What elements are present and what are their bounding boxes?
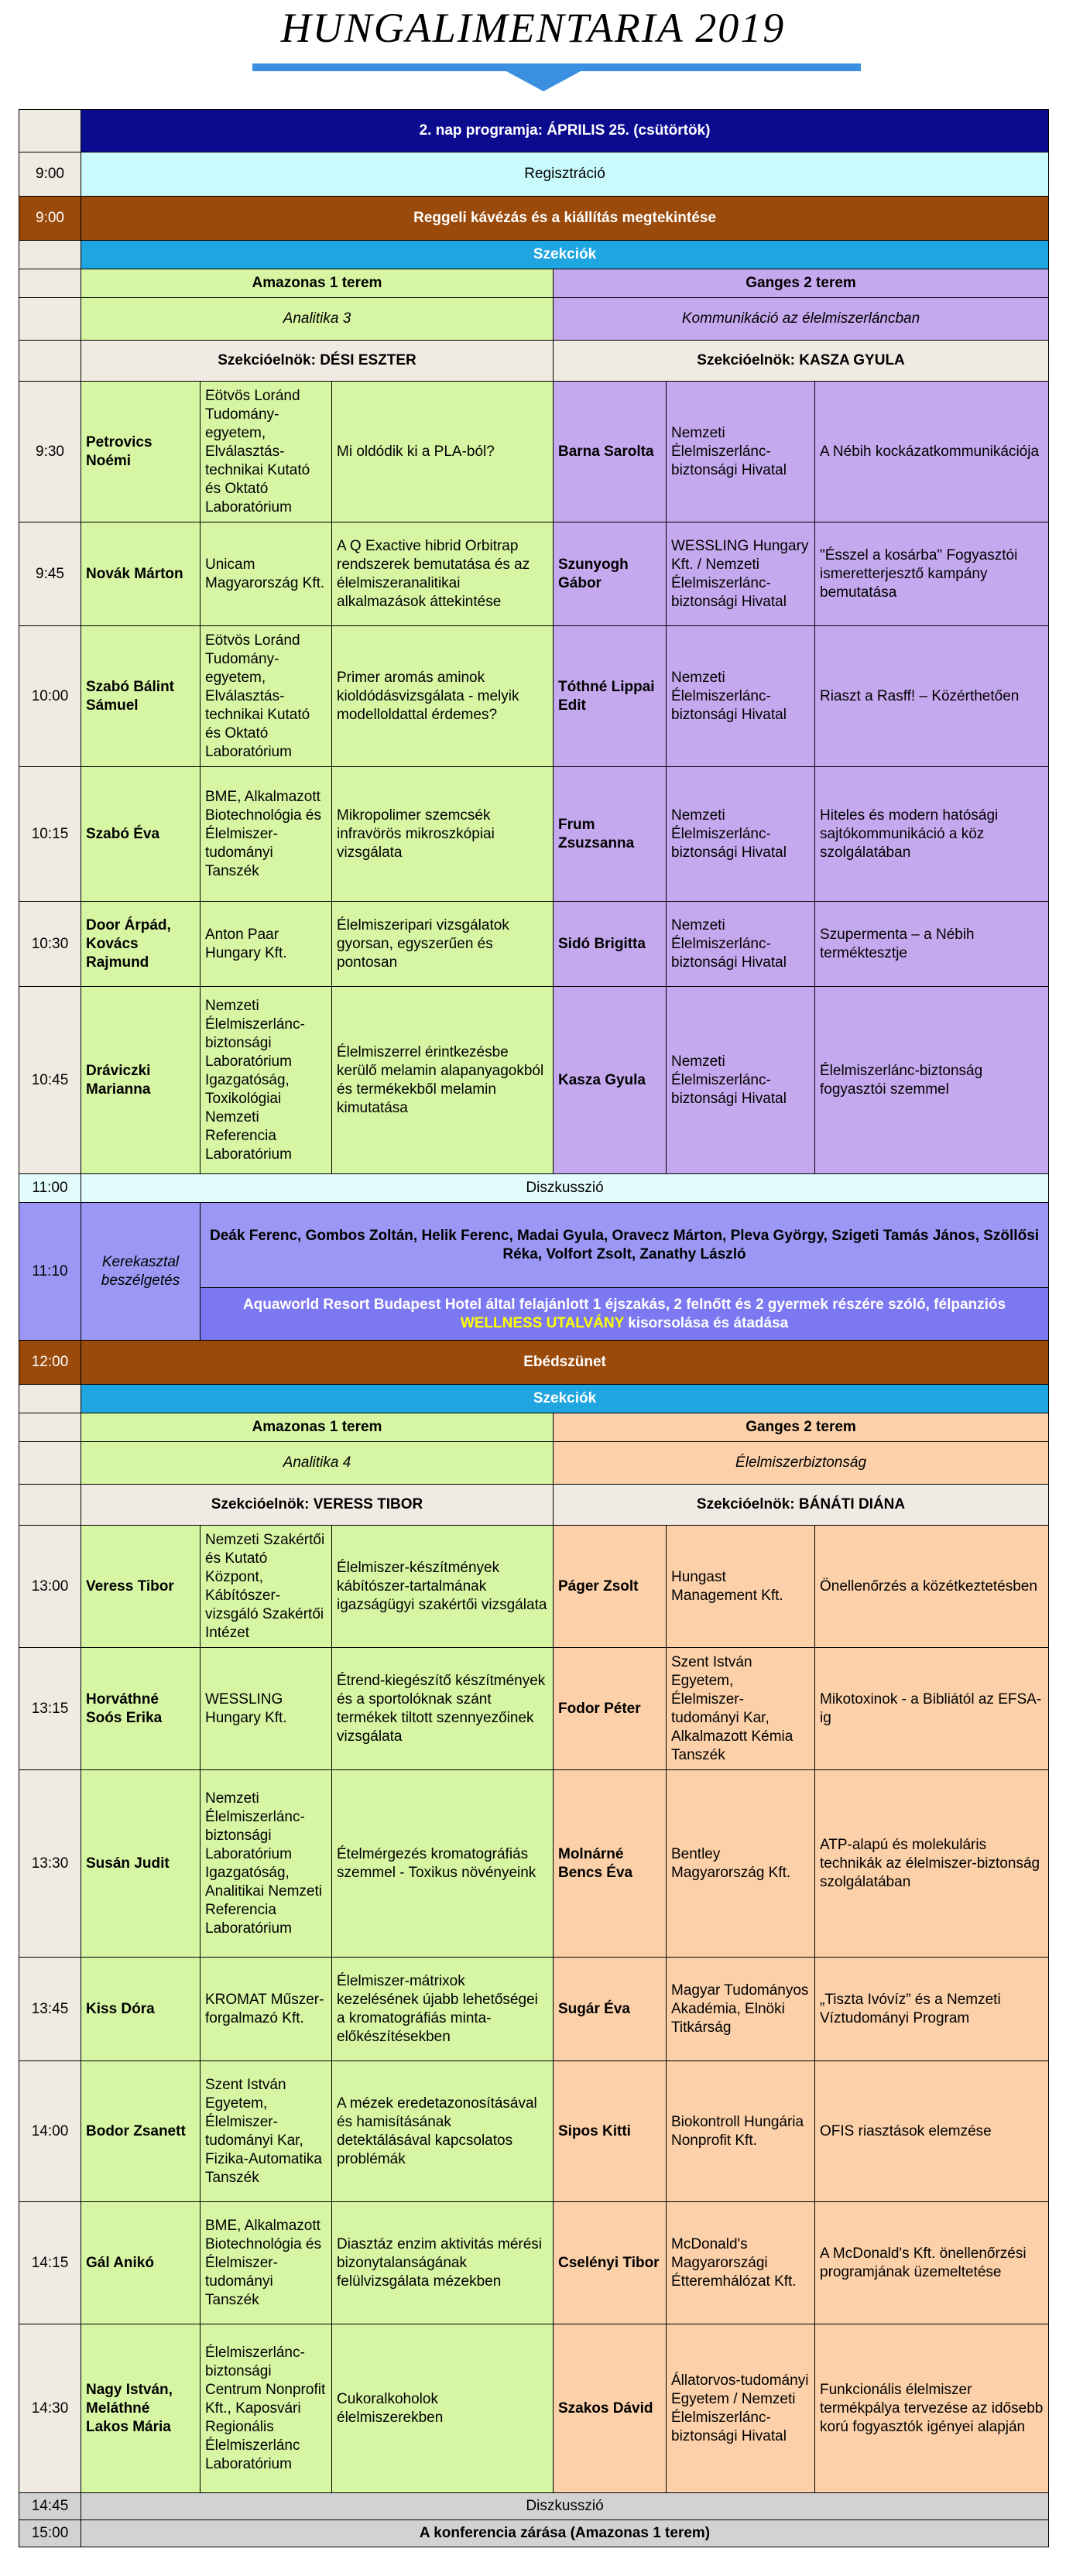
hall-row (19, 1413, 1049, 1442)
day-caption: 2. nap programja: ÁPRILIS 25. (csütörtök) (81, 110, 1049, 152)
talk-title-left: A Q Exactive hibrid Orbitrap rendszerek bemutatása és az élelmiszeranalitikai alkalmazások áttekintése (332, 522, 554, 626)
institution-right: Nemzeti Élelmiszerlánc-biztonsági Hivatal (667, 902, 815, 987)
speaker-right: Szunyogh Gábor (554, 522, 667, 626)
talk-row (19, 382, 1049, 522)
talk-title-left: Élelmiszeripari vizsgálatok gyorsan, egyszerűen és pontosan (332, 902, 554, 987)
lunch-row (19, 1341, 1049, 1385)
time-cell: 10:45 (19, 987, 81, 1174)
speaker-right: Sipos Kitti (554, 2061, 667, 2202)
institution-left: Élelmiszerlánc-biztonsági Centrum Nonprofit Kft., Kaposvári Regionális Élelmiszerlánc Laboratórium (201, 2324, 332, 2493)
registration-label: Regisztráció (81, 152, 1049, 197)
institution-right: WESSLING Hungary Kft. / Nemzeti Élelmiszerlánc-biztonsági Hivatal (667, 522, 815, 626)
lunch-label: Ebédszünet (81, 1341, 1049, 1385)
time-cell: 9:00 (19, 197, 81, 241)
speaker-right: Sidó Brigitta (554, 902, 667, 987)
closing-label: A konferencia zárása (Amazonas 1 terem) (81, 2520, 1049, 2547)
track-row (19, 298, 1049, 341)
time-cell: 10:00 (19, 626, 81, 767)
roundtable-names: Deák Ferenc, Gombos Zoltán, Helik Ferenc, Madai Gyula, Oravecz Márton, Pleva György, Szigeti Tamás János, Szöllősi Réka, Volfort Zsolt, Zanathy László (201, 1203, 1049, 1288)
track-right: Élelmiszerbiztonság (554, 1442, 1049, 1485)
talk-title-left: Diasztáz enzim aktivitás mérési bizonytalanságának felülvizsgálata mézekben (332, 2202, 554, 2324)
coffee-label: Reggeli kávézás és a kiállítás megtekintése (81, 197, 1049, 241)
time-cell: 13:15 (19, 1648, 81, 1770)
talk-row (19, 987, 1049, 1174)
time-cell (19, 269, 81, 298)
track-row (19, 1442, 1049, 1485)
talk-row (19, 2324, 1049, 2493)
institution-left: Unicam Magyarország Kft. (201, 522, 332, 626)
time-cell: 9:30 (19, 382, 81, 522)
talk-row (19, 2202, 1049, 2324)
talk-title-right: „Tiszta Ivóvíz” és a Nemzeti Víztudományi Program (815, 1958, 1049, 2061)
time-cell (19, 241, 81, 269)
institution-right: Állatorvos-tudományi Egyetem / Nemzeti Élelmiszerlánc-biztonsági Hivatal (667, 2324, 815, 2493)
talk-title-right: "Ésszel a kosárba" Fogyasztói ismeretterjesztő kampány bemutatása (815, 522, 1049, 626)
talk-title-right: Önellenőrzés a közétkeztetésben (815, 1526, 1049, 1648)
hall-row (19, 269, 1049, 298)
sections-label: Szekciók (81, 241, 1049, 269)
institution-left: Anton Paar Hungary Kft. (201, 902, 332, 987)
discussion-row-2 (19, 2493, 1049, 2520)
institution-right: Hungast Management Kft. (667, 1526, 815, 1648)
institution-left: Nemzeti Élelmiszerlánc-biztonsági Laboratórium Igazgatóság, Analitikai Nemzeti Referencia Laboratórium (201, 1770, 332, 1958)
speaker-left: Novák Márton (81, 522, 201, 626)
speaker-left: Petrovics Noémi (81, 382, 201, 522)
institution-left: BME, Alkalmazott Biotechnológia és Élelmiszer-tudományi Tanszék (201, 767, 332, 902)
institution-left: Nemzeti Élelmiszerlánc-biztonsági Laboratórium Igazgatóság, Toxikológiai Nemzeti Referencia Laboratórium (201, 987, 332, 1174)
speaker-left: Nagy István, Meláthné Lakos Mária (81, 2324, 201, 2493)
institution-right: Biokontroll Hungária Nonprofit Kft. (667, 2061, 815, 2202)
talk-title-left: Élelmiszerrel érintkezésbe kerülő melamin alapanyagokból és termékekből melamin kimutatása (332, 987, 554, 1174)
chair-right: Szekcióelnök: BÁNÁTI DIÁNA (554, 1485, 1049, 1526)
talk-row (19, 522, 1049, 626)
track-left: Analitika 3 (81, 298, 554, 341)
chair-row (19, 341, 1049, 382)
talk-title-right: OFIS riasztások elemzése (815, 2061, 1049, 2202)
coffee-row (19, 197, 1049, 241)
time-cell (19, 1442, 81, 1485)
talk-title-left: Étrend-kiegészítő készítmények és a sportolóknak szánt termékek tiltott szennyezőinek vizsgálata (332, 1648, 554, 1770)
speaker-right: Páger Zsolt (554, 1526, 667, 1648)
time-cell: 10:30 (19, 902, 81, 987)
hall-right: Ganges 2 terem (554, 1413, 1049, 1442)
speaker-left: Veress Tibor (81, 1526, 201, 1648)
time-cell (19, 341, 81, 382)
talk-title-left: A mézek eredetazonosításával és hamisításának detektálásával kapcsolatos problémák (332, 2061, 554, 2202)
sections-row (19, 241, 1049, 269)
time-cell: 13:45 (19, 1958, 81, 2061)
chair-left: Szekcióelnök: DÉSI ESZTER (81, 341, 554, 382)
speaker-left: Gál Anikó (81, 2202, 201, 2324)
speaker-right: Tóthné Lippai Edit (554, 626, 667, 767)
talk-title-right: Szupermenta – a Nébih terméktesztje (815, 902, 1049, 987)
talk-row (19, 1648, 1049, 1770)
speaker-left: Kiss Dóra (81, 1958, 201, 2061)
speaker-left: Door Árpád, Kovács Rajmund (81, 902, 201, 987)
speaker-right: Szakos Dávid (554, 2324, 667, 2493)
hall-left: Amazonas 1 terem (81, 1413, 554, 1442)
speaker-left: Szabó Bálint Sámuel (81, 626, 201, 767)
hall-left: Amazonas 1 terem (81, 269, 554, 298)
closing-row (19, 2520, 1049, 2547)
speaker-right: Fodor Péter (554, 1648, 667, 1770)
time-cell: 14:45 (19, 2493, 81, 2520)
sections-row (19, 1385, 1049, 1413)
chair-right: Szekcióelnök: KASZA GYULA (554, 341, 1049, 382)
track-right: Kommunikáció az élelmiszerláncban (554, 298, 1049, 341)
time-cell: 12:00 (19, 1341, 81, 1385)
talk-title-right: Riaszt a Rasff! – Közérthetően (815, 626, 1049, 767)
speaker-right: Kasza Gyula (554, 987, 667, 1174)
talk-title-right: Mikotoxinok - a Bibliától az EFSA-ig (815, 1648, 1049, 1770)
talk-row (19, 1770, 1049, 1958)
time-cell (19, 1485, 81, 1526)
speaker-right: Frum Zsuzsanna (554, 767, 667, 902)
registration-row (19, 152, 1049, 197)
prize-highlight: WELLNESS UTALVÁNY (460, 1314, 624, 1331)
talk-row (19, 1958, 1049, 2061)
time-cell (19, 298, 81, 341)
caption-row (19, 110, 1049, 152)
time-cell: 13:30 (19, 1770, 81, 1958)
page-title: HUNGALIMENTARIA 2019 (280, 5, 786, 51)
speaker-left: Susán Judit (81, 1770, 201, 1958)
hall-right: Ganges 2 terem (554, 269, 1049, 298)
institution-left: WESSLING Hungary Kft. (201, 1648, 332, 1770)
talk-title-left: Cukoralkoholok élelmiszerekben (332, 2324, 554, 2493)
chair-row (19, 1485, 1049, 1526)
speaker-left: Szabó Éva (81, 767, 201, 902)
talk-title-left: Mi oldódik ki a PLA-ból? (332, 382, 554, 522)
talk-row (19, 1526, 1049, 1648)
institution-right: Nemzeti Élelmiszerlánc-biztonsági Hivatal (667, 987, 815, 1174)
institution-left: KROMAT Műszer-forgalmazó Kft. (201, 1958, 332, 2061)
talk-title-right: Élelmiszerlánc-biztonság fogyasztói szemmel (815, 987, 1049, 1174)
program-table (19, 109, 1049, 2547)
talk-title-right: A McDonald's Kft. önellenőrzési programjának üzemeltetése (815, 2202, 1049, 2324)
speaker-left: Bodor Zsanett (81, 2061, 201, 2202)
time-cell: 13:00 (19, 1526, 81, 1648)
time-cell (19, 1413, 81, 1442)
institution-right: Szent István Egyetem, Élelmiszer-tudományi Kar, Alkalmazott Kémia Tanszék (667, 1648, 815, 1770)
speaker-right: Cselényi Tibor (554, 2202, 667, 2324)
speaker-right: Molnárné Bencs Éva (554, 1770, 667, 1958)
speaker-right: Sugár Éva (554, 1958, 667, 2061)
institution-right: Bentley Magyarország Kft. (667, 1770, 815, 1958)
institution-right: Magyar Tudományos Akadémia, Elnöki Titkárság (667, 1958, 815, 2061)
institution-right: McDonald's Magyarországi Étteremhálózat Kft. (667, 2202, 815, 2324)
time-cell: 11:00 (19, 1174, 81, 1203)
prize-announcement (201, 1288, 1049, 1341)
institution-left: Nemzeti Szakértői és Kutató Központ, Kábítószer-vizsgáló Szakértői Intézet (201, 1526, 332, 1648)
roundtable-title: Kerekasztal beszélgetés (81, 1203, 201, 1341)
speaker-left: Horváthné Soós Erika (81, 1648, 201, 1770)
talk-title-right: Hiteles és modern hatósági sajtókommunikáció a köz szolgálatában (815, 767, 1049, 902)
discussion-label: Diszkusszió (81, 1174, 1049, 1203)
talk-title-right: ATP-alapú és molekuláris technikák az élelmiszer-biztonság szolgálatában (815, 1770, 1049, 1958)
time-cell (19, 1385, 81, 1413)
institution-left: Szent István Egyetem, Élelmiszer-tudományi Kar, Fizika-Automatika Tanszék (201, 2061, 332, 2202)
talk-row (19, 767, 1049, 902)
time-cell: 9:45 (19, 522, 81, 626)
time-cell: 14:00 (19, 2061, 81, 2202)
prize-text: Aquaworld Resort Budapest Hotel által felajánlott 1 éjszakás, 2 felnőtt és 2 gyermek részére szóló, félpanziós (242, 1296, 1006, 1313)
talk-row (19, 626, 1049, 767)
time-cell: 11:10 (19, 1203, 81, 1341)
time-cell: 14:15 (19, 2202, 81, 2324)
time-cell: 9:00 (19, 152, 81, 197)
talk-row (19, 2061, 1049, 2202)
discussion-row (19, 1174, 1049, 1203)
speaker-right: Barna Sarolta (554, 382, 667, 522)
talk-row (19, 902, 1049, 987)
time-cell: 10:15 (19, 767, 81, 902)
prize-text-end: kisorsolása és átadása (628, 1314, 789, 1331)
title-arrow-icon (506, 71, 581, 91)
institution-right: Nemzeti Élelmiszerlánc-biztonsági Hivatal (667, 626, 815, 767)
institution-left: Eötvös Loránd Tudomány-egyetem, Elválasztás-technikai Kutató és Oktató Laboratórium (201, 626, 332, 767)
institution-right: Nemzeti Élelmiszerlánc-biztonsági Hivatal (667, 382, 815, 522)
talk-title-left: Ételmérgezés kromatográfiás szemmel - Toxikus növényeink (332, 1770, 554, 1958)
talk-title-right: A Nébih kockázatkommunikációja (815, 382, 1049, 522)
time-cell: 15:00 (19, 2520, 81, 2547)
talk-title-right: Funkcionális élelmiszer termékpálya tervezése az idősebb korú fogyasztók igényei alapján (815, 2324, 1049, 2493)
chair-left: Szekcióelnök: VERESS TIBOR (81, 1485, 554, 1526)
speaker-left: Dráviczki Marianna (81, 987, 201, 1174)
sections-label: Szekciók (81, 1385, 1049, 1413)
roundtable-row-1 (19, 1203, 1049, 1288)
discussion-label: Diszkusszió (81, 2493, 1049, 2520)
talk-title-left: Mikropolimer szemcsék infravörös mikroszkópiai vizsgálata (332, 767, 554, 902)
institution-right: Nemzeti Élelmiszerlánc-biztonsági Hivatal (667, 767, 815, 902)
talk-title-left: Élelmiszer-készítmények kábítószer-tartalmának igazságügyi szakértői vizsgálata (332, 1526, 554, 1648)
track-left: Analitika 4 (81, 1442, 554, 1485)
time-cell: 14:30 (19, 2324, 81, 2493)
institution-left: BME, Alkalmazott Biotechnológia és Élelmiszer-tudományi Tanszék (201, 2202, 332, 2324)
title-underline-bar (252, 63, 861, 71)
institution-left: Eötvös Loránd Tudomány-egyetem, Elválasztás-technikai Kutató és Oktató Laboratórium (201, 382, 332, 522)
talk-title-left: Élelmiszer-mátrixok kezelésének újabb lehetőségei a kromatográfiás minta-előkészítésekben (332, 1958, 554, 2061)
talk-title-left: Primer aromás aminok kioldódásvizsgálata - melyik modelloldattal érdemes? (332, 626, 554, 767)
